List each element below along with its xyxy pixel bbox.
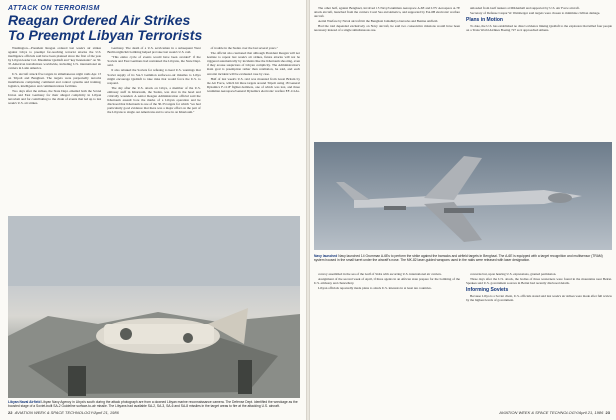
- article-column-r4: [466, 272, 612, 404]
- paragraph: The official also cautioned that although President Reagan will not hesitate to repeat last week's air strikes, future attacks will not be triggered automatically by incidents like the Khartoum shooting, even if they arouse suspicions of Libyan complicity. The Administration's main goal is preemption rather than retaliation, he said, and each terrorist incident will be evaluated case by case.: [206, 51, 300, 76]
- paragraph: of trouble in the Sudan over the last several years.": [210, 46, 278, 50]
- publication-line: AVIATION WEEK & SPACE TECHNOLOGY/April 21, 1986: [14, 410, 119, 415]
- aircraft-photo: [314, 142, 612, 250]
- article-column-3: [207, 46, 300, 212]
- paragraph: Half of last week's U.S. raid was mounted from Great Britain by the Air Force, which hit three targets around Tripoli using 18 General Dynamics F-111F fighter-bombers, one of which was lost, and three Grumman Aerospace/General Dynamics electronic warfare EF-111As.: [206, 76, 300, 93]
- paragraph: concerns but, upon hearing U.S. expressions, granted permission.: [470, 272, 557, 276]
- paragraph: Secretary of Defense Caspar W. Weinberger said targets were chosen to minimize civilian damage.: [470, 11, 601, 16]
- article-column-r2: [466, 6, 612, 138]
- paragraph: Washington—President Reagan ordered last week's air strikes against Libya to preempt far-reaching terrorist attacks the U.S. intelligence officials said have been planned since the first of the year by Libyan leader Col. Muammar Qaddafi and "key lieutenants" on 30-35 American installations worldwide, including U.S. international air carriers in Latin America.: [8, 46, 102, 71]
- paragraph: To date, the U.S. has established no direct evidence linking Qaddafi to the explosion that killed four people on a Trans World Airlines Boeing 727 as it approached Athens.: [466, 24, 612, 33]
- section-kicker: ATTACK ON TERRORISM: [8, 5, 100, 12]
- left-page: [0, 0, 306, 420]
- paragraph: Because Libya is a Soviet client, U.S. officials stated said last week's air strikes were made after full review by the highest levels of government.: [466, 294, 612, 303]
- article-columns-left: [8, 46, 300, 212]
- paragraph: The other half, against Benghazi, involved 15 Navy/Grumman Aerospace A-6E and LTV Aerospace A-7E attack aircraft, launched from the carriers Coral Sea and America, and supported by EA-6B electronic warfare aircraft.: [314, 6, 460, 19]
- headline-line-2: To Preempt Libyan Terrorists: [8, 27, 203, 43]
- article-column-2: [107, 46, 200, 212]
- photo-caption-left: [8, 400, 300, 408]
- paragraph: Had the raid depended exclusively on Navy aircraft, he said two consecutive missions would have been necessary instead of a single simultaneous one.: [314, 24, 460, 33]
- wreckage-illustration: [8, 216, 300, 398]
- caption-title: Navy launched: [314, 254, 338, 258]
- publication-line: AVIATION WEEK & SPACE TECHNOLOGY/April 21, 1986: [499, 410, 604, 415]
- paragraph: Libyan officials reportedly made plans to attack U.S. interests in at least ten countries.: [318, 286, 432, 291]
- paragraph: "This entire cycle of events would have been avoided" if the Soviets and East Germans had restrained the Libyans, the State Dept. said.: [107, 55, 201, 68]
- subhead: Plans in Motion: [466, 17, 503, 24]
- paragraph: convoy assembled in the sea of the Gulf of Sidra with escorting U.S. international air carriers.: [318, 272, 442, 276]
- photo-caption-right: [314, 254, 612, 262]
- a6e-aircraft-illustration: [314, 142, 612, 250]
- headline: [8, 13, 300, 43]
- paragraph: Two days after the strikes, the State Dept. emailed both the Soviet Union and East Germany for their alleged complicity in Libyan terrorism and for contributing to the chain of events that led up to last week's U.S. air strikes.: [8, 88, 102, 106]
- caption-text: Libyan Navy Agency in Libya's south during the attack photograph are from a downed Libyan marine reconnaissance camera. The Defense Dept. identified the wreckage as the boosted stage of a Soviet-built SA-2 Guideline surface-to-air missile. The Libyans had available SA-2, SA-3, SA-6 and SA-8 missiles in the target areas to fire at the attacking U.S. aircraft.: [8, 400, 298, 409]
- footer-right: [499, 410, 610, 415]
- article-column-1: [8, 46, 101, 212]
- paragraph: Aerial Warfare by Naval aircraft hit the Benghazi Jamahiriya barracks and Benina Airfield.: [318, 19, 439, 24]
- page-number: 22: [8, 410, 13, 415]
- paragraph: The day after the U.S. attack on Libya, a member of the U.S. embassy staff in Khartoum, the Sudan, was shot in the head and critically wounded. A senior Reagan Administration official said the Khartoum assault bore the marks of a Libyan operation and he disclosed that Khartoum is one of the 30-35 targets for which "we had particularly good evidence that there was a major effort on the part of the Libyans to single out Americans and to save in on Khartoum.": [107, 85, 201, 115]
- article-column-r1: [314, 6, 460, 138]
- paragraph: unloaded from Gulf tankers at Mildenhall and supported by U.S. Air Force aircraft.: [470, 6, 580, 10]
- headline-line-1: Reagan Ordered Air Strikes: [8, 12, 191, 28]
- caption-text: Navy launched 14 Grumman A-6Es to perform the strike against the barracks and airfield targets in Benghazi. The A-6E is equipped with a target recognition and multisensor (TRAM) system housed in the small turret under the aircraft's nose. The MK-82 laser-guided weapons used in the raids were released with laser designation.: [314, 254, 603, 263]
- missile-wreckage-photo: [8, 216, 300, 398]
- article-columns-right-top: [314, 6, 612, 138]
- paragraph: Assignment of the second week of April, if three agents in an African state prepare for the bombing of the U.S. embassy and chancellery.: [314, 277, 460, 286]
- paragraph: U.S. aircraft struck five targets in simultaneous night raids Apr. 15 on Tripoli and Benghazi. The targets were purportedly terrorist installations comprising command and control systems and training, logistics, intelligence and communications facilities.: [8, 71, 102, 88]
- article-column-r3: [314, 272, 460, 404]
- paragraph: Germany. The death of a U.S. serviceman in a subsequent West Berlin nightclub bombing helped provoke last week's U.S. raid.: [107, 46, 201, 55]
- article-columns-right-bottom: [314, 272, 612, 404]
- page-number: 23: [605, 410, 610, 415]
- footer-left: [8, 410, 119, 415]
- caption-title: Libyan Naval Airfield: [8, 400, 41, 404]
- paragraph: It also rebuked the Soviets for refusing to heed U.S. warnings that Soviet supply of its SA-5 Gammon surface-to-air missiles to Libya might encourage Qaddafi to take risks that would force the U.S. to respond.: [107, 68, 201, 85]
- paragraph: Three days after the U.S. attack, the bodies of three westerners were found in the mountains near Beirut. Speakes said U.S. government sources in Beirut had recently disclosed details.: [466, 277, 612, 286]
- subhead: Informing Soviets: [466, 287, 509, 294]
- right-page: [310, 0, 616, 420]
